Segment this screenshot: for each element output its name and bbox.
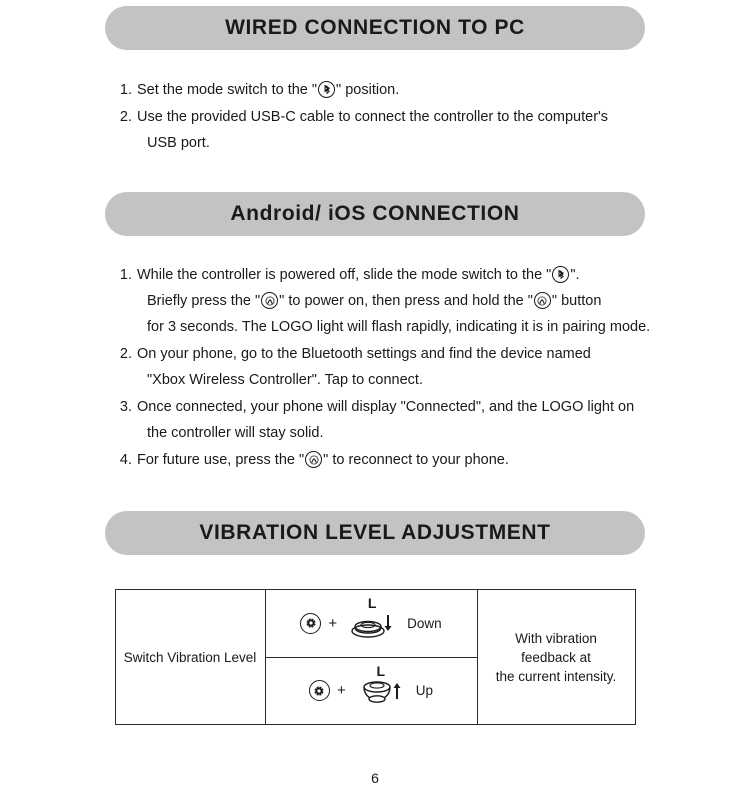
step-line-text-end: " button: [551, 293, 602, 309]
list-item: [115, 104, 675, 156]
vibration-table: [115, 589, 636, 725]
gear-icon: [309, 680, 330, 701]
section-heading-text: Android/ iOS CONNECTION: [230, 202, 520, 225]
step-number: 1.: [119, 267, 132, 283]
xbox-home-icon: [534, 292, 551, 309]
step-line-text: While the controller is powered off, slide the mode switch to the ": [137, 267, 552, 283]
note-line: feedback at: [521, 649, 591, 665]
section-heading-wired-connection: [105, 6, 645, 50]
step-line-text: For future use, press the ": [137, 452, 305, 468]
bluetooth-icon: [318, 81, 335, 98]
step-line: On your phone, go to the Bluetooth settings and find the device named: [137, 346, 591, 362]
plus-symbol: +: [336, 682, 346, 700]
step-line-text-mid: " to power on, then press and hold the ": [279, 293, 533, 309]
section-heading-vibration-level-adjustment: [105, 511, 645, 555]
step-line-text: Briefly press the ": [147, 293, 261, 309]
vibration-note-cell: [477, 590, 635, 725]
vibration-label-text: Switch Vibration Level: [123, 649, 257, 665]
step-number: 2.: [119, 109, 132, 125]
action-row-up: [266, 658, 477, 725]
android-ios-connection-steps: [115, 262, 715, 473]
bluetooth-icon: [552, 266, 569, 283]
step-text: [137, 341, 715, 393]
vibration-label-cell: [115, 590, 265, 725]
gear-icon: [300, 613, 321, 634]
step-line: [137, 288, 715, 314]
note-line: the current intensity.: [495, 668, 617, 684]
stick-label: L: [376, 662, 386, 679]
stick-label: L: [367, 595, 377, 612]
page-number: 6: [371, 770, 379, 786]
step-line-text-end: ".: [570, 267, 580, 283]
list-item: [115, 341, 715, 393]
list-item: [115, 447, 715, 473]
step-text: [137, 104, 675, 156]
step-number: 2.: [119, 346, 132, 362]
step-number: 1.: [119, 82, 132, 98]
step-line-text: Set the mode switch to the ": [137, 82, 318, 98]
vibration-table-wrapper: [0, 589, 750, 725]
table-row: [115, 590, 635, 658]
step-line: Use the provided USB-C cable to connect the controller to the computer's: [137, 109, 609, 125]
xbox-home-icon: [305, 451, 322, 468]
step-line: for 3 seconds. The LOGO light will flash rapidly, indicating it is in pairing mode.: [147, 319, 651, 335]
direction-label-down: Down: [407, 615, 442, 631]
step-line: USB port.: [147, 135, 210, 151]
step-line: [137, 77, 675, 103]
step-line: the controller will stay solid.: [147, 425, 324, 441]
step-line-text-end: " to reconnect to your phone.: [323, 452, 509, 468]
vibration-action-down-cell: [265, 590, 477, 658]
section-heading-text: WIRED CONNECTION TO PC: [225, 16, 525, 39]
note-line: With vibration: [515, 630, 597, 646]
step-line: Once connected, your phone will display "Connected", and the LOGO light on: [137, 399, 635, 415]
xbox-home-icon: [261, 292, 278, 309]
list-item: [115, 77, 675, 103]
vibration-action-up-cell: [265, 657, 477, 725]
step-text: [137, 77, 675, 103]
section-heading-android-ios-connection: [105, 192, 645, 236]
section-heading-text: VIBRATION LEVEL ADJUSTMENT: [199, 521, 551, 544]
step-text: [137, 394, 715, 446]
list-item: [115, 262, 715, 340]
list-item: [115, 394, 715, 446]
step-number: 3.: [119, 399, 132, 415]
direction-label-up: Up: [415, 683, 434, 699]
step-line: [137, 447, 715, 473]
plus-symbol: +: [328, 614, 338, 632]
step-line: [137, 262, 715, 288]
step-text: [137, 447, 715, 473]
action-row-down: [266, 590, 477, 657]
step-line-text-end: " position.: [336, 82, 400, 98]
step-number: 4.: [119, 452, 132, 468]
step-line: "Xbox Wireless Controller". Tap to connect.: [147, 372, 423, 388]
wired-connection-steps: [115, 77, 675, 156]
thumbstick-up-illustration: [353, 662, 409, 717]
step-text: [137, 262, 715, 340]
thumbstick-down-illustration: [344, 597, 400, 649]
